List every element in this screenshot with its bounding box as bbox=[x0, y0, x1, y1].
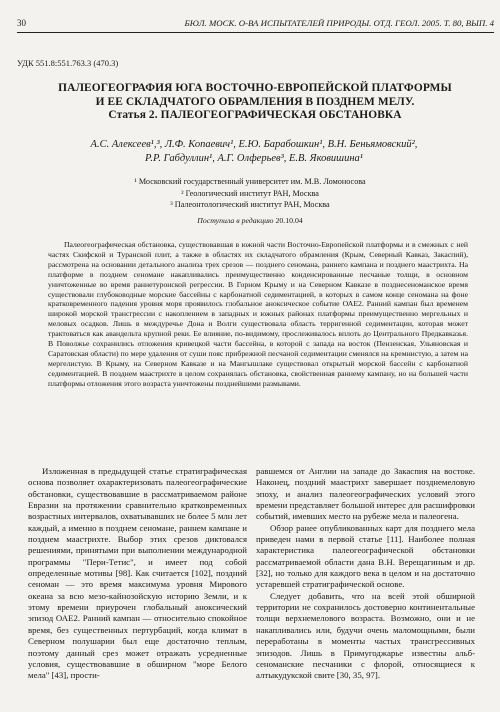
paragraph: Следует добавить, что на всей этой обширной территории не сохранилось достоверно континентальные толщи верхнемелового возраста. Возможно, они и не накапливались или, будучи очень маломощными, были переработаны в моменты частых трансгрессивных эпизодов. Лишь в Примугоджарье известны альб-сеноманские песчаники с флорой, относящиеся к алтыкудукской свите [30, 35, 97]. bbox=[256, 590, 475, 681]
received-label: Поступила в редакцию bbox=[197, 216, 274, 225]
body-column-right bbox=[256, 466, 475, 682]
page-number: 30 bbox=[17, 18, 26, 28]
title-line-3: Статья 2. ПАЛЕОГЕОГРАФИЧЕСКАЯ ОБСТАНОВКА bbox=[108, 109, 402, 121]
affiliation: ³ Палеонтологический институт РАН, Москва bbox=[170, 200, 330, 209]
paragraph: Обзор ранее опубликованных карт для позднего мела приведен нами в первой статье [11]. Наиболее полная характеристика палеогеографической обстановки рассматриваемой области дана В.Н. Верещагиным и др. [32], но только для каждого века в целом и на достаточно устаревшей стратиграфической основе. bbox=[256, 522, 475, 590]
running-header bbox=[17, 16, 494, 30]
affiliations bbox=[60, 176, 440, 211]
received-date bbox=[60, 216, 440, 226]
paragraph: равшемся от Англии на западе до Закаспия на востоке. Наконец, поздний маастрихт завершает позднемеловую эпоху, и анализ палеогеографических условий этого времени представляет большой интерес для расшифровки событий, имевших место на рубеже мела и палеогена. bbox=[256, 466, 475, 522]
abstract: Палеогеографическая обстановка, существовавшая в южной части Восточно-Европейской платформы и в смежных с ней частях Скифской и Туранской плит, а также в областях их складчатого обрамления (Крым, Северный Кавказ, Закаспий), рассмотрена на основании детального анализа трех срезов — позднего сеномана, раннего кампана и позднего маастрихта. На платформе в позднем сеномане накапливались преимущественно конденсированные песчаные толщи, в основном уничтоженные во время раннетуронской регрессии. В Горном Крыму и на Северном Кавказе в позднесеноманское время существовали глубоководные морские бассейны с карбонатной седиментацией, в которых в самом конце сеномана на фоне кратковременного падения уровня моря проявилось глобальное аноксическое событие ОАЕ2. Ранний кампан был временем широкой морской трансгрессии с накоплением в западных и южных районах платформы преимущественно мергельных и меловых осадков. Лишь в междуречье Дона и Волги существовала область терригенной седиментации, которая может трактоваться как авандельта крупной реки. Ее влияние, по-видимому, прослеживалось вплоть до Центрального Предкавказья. В Поволжье сохранились отложения кривецкой части бассейна, в которой с запада на восток (Пензенская, Ульяновская и Саратовская области) по мере удаления от суши пояс прибрежной песчаной седиментации сменялся на кремнистую, а затем на мергелистую. В Крыму, на Северном Кавказе и на Мангышлаке существовал открытый морской бассейн с карбонатной седиментацией. В позднем маастрихте в целом сохранялась обстановка, свойственная раннему кампану, но на большей части платформы отложения этого возраста уничтожены позднейшими размывами. bbox=[48, 240, 468, 388]
udk-code: УДК 551.8:551.763.3 (470.3) bbox=[17, 58, 119, 68]
title-line-2: И ЕЕ СКЛАДЧАТОГО ОБРАМЛЕНИЯ В ПОЗДНЕМ МЕЛУ. bbox=[95, 95, 415, 108]
author-list bbox=[26, 138, 482, 166]
affiliation: ² Геологический институт РАН, Москва bbox=[181, 188, 319, 198]
title-line-1: ПАЛЕОГЕОГРАФИЯ ЮГА ВОСТОЧНО-ЕВРОПЕЙСКОЙ ПЛАТФОРМЫ bbox=[58, 82, 452, 94]
header-rule bbox=[17, 32, 494, 33]
journal-title: БЮЛ. МОСК. О-ВА ИСПЫТАТЕЛЕЙ ПРИРОДЫ. ОТД. ГЕОЛ. 2005. Т. 80, ВЫП. 4 bbox=[184, 18, 494, 28]
authors-line-2: Р.Р. Габдуллин¹, А.Г. Олферьев³, Е.В. Яковишина¹ bbox=[145, 153, 363, 164]
received-value: 20.10.04 bbox=[275, 216, 303, 225]
authors-line-1: А.С. Алексеев¹,³, Л.Ф. Копаевич¹, Е.Ю. Барабошкин¹, В.Н. Беньямовский², bbox=[90, 139, 418, 150]
body-column-left bbox=[28, 466, 247, 682]
paragraph: Изложенная в предыдущей статье стратиграфическая основа позволяет охарактеризовать палеогеографические обстановки, существовавшие в рассматриваемом районе Евразии на протяжении сравнительно кратковременных возрастных интервалов, охватывавших не более 5 млн лет каждый, а именно в позднем сеномане, раннем кампане и позднем маастрихте. Выбор этих срезов диктовался решениями, принятыми при выполнении международной программы "Пери-Тетис", и имеет под собой определенные мотивы [98]. Как считается [102], поздний сеноман — это время максимума уровня Мирового океана за всю мезо-кайнозойскую историю Земли, и к этому времени приурочен глобальный аноксический эпизод ОАЕ2. Ранний кампан — относительно спокойное время, без существенных пертурбаций, когда климат в Северном полушарии был еще достаточно теплым, поэтому данный срез может отражать усредненные условия, существовавшие в обширном "море Белого мела" [43], прости- bbox=[28, 466, 247, 681]
affiliation: ¹ Московский государственный университет им. М.В. Ломоносова bbox=[134, 177, 366, 186]
article-title bbox=[24, 82, 486, 123]
